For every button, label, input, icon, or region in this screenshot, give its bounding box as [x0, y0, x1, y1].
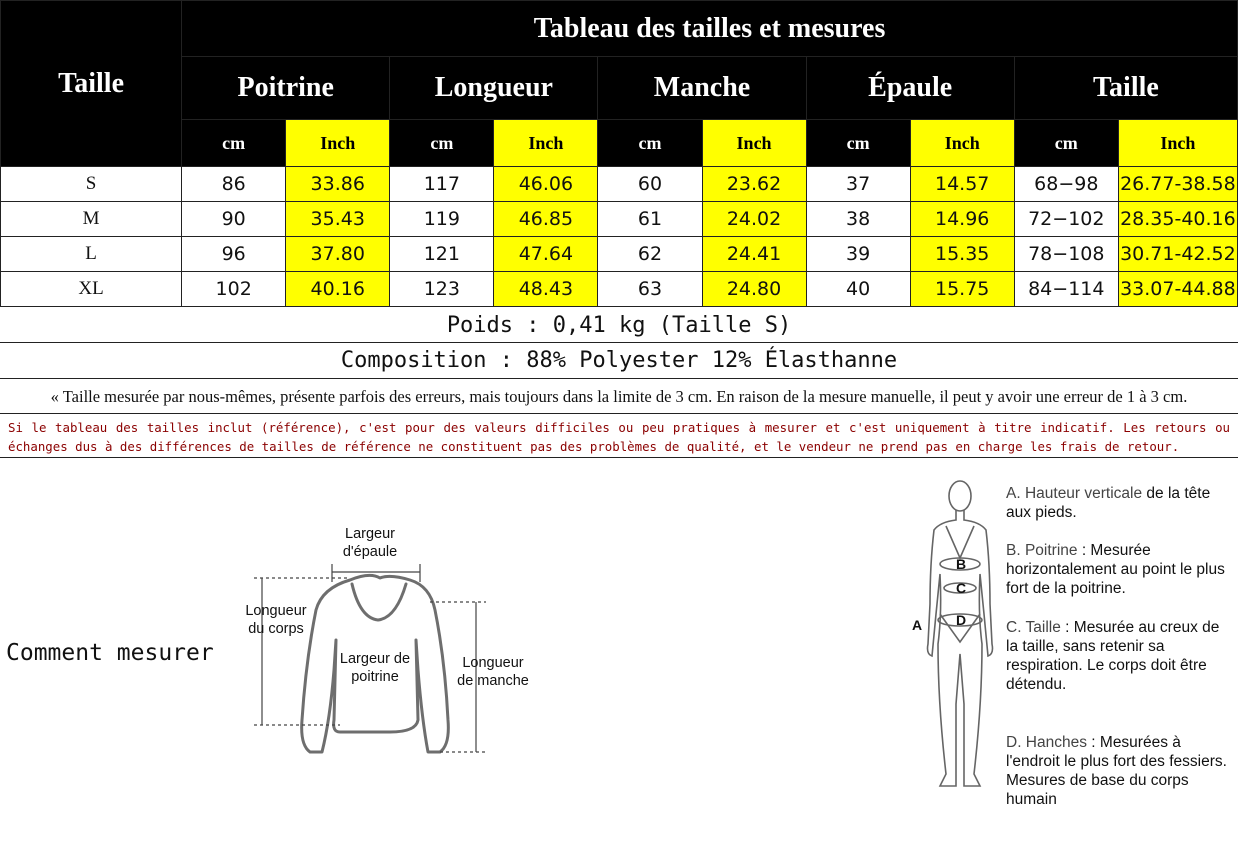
- return-disclaimer: Si le tableau des tailles inclut (référence), c'est pour des valeurs difficiles ou peu pratiques à mesurer et c'est uniquement à titre indicatif. Les retours ou échanges dus à des différences de tailles de référence ne constituent pas des problèmes de qualité, et le vendeur ne prend pas en charge les frais de retour.: [0, 414, 1238, 458]
- size-label: M: [1, 202, 182, 237]
- table-cell: 39: [806, 237, 910, 272]
- column-header-shoulder: Épaule: [806, 57, 1014, 120]
- table-cell: 35.43: [286, 202, 390, 237]
- table-cell: 60: [598, 167, 702, 202]
- legend-item: C. Taille : Mesurée au creux de la taille, sans retenir sa respiration. Le corps doit être détendu.: [1006, 619, 1220, 693]
- column-header-sleeve: Manche: [598, 57, 806, 120]
- table-cell: 24.02: [702, 202, 806, 237]
- table-cell: 117: [390, 167, 494, 202]
- chest-width-label: Largeur de poitrine: [339, 651, 411, 685]
- table-cell: 24.41: [702, 237, 806, 272]
- unit-cm: cm: [806, 120, 910, 167]
- table-cell: 48.43: [494, 272, 598, 307]
- table-cell: 24.80: [702, 272, 806, 307]
- table-cell: 14.96: [910, 202, 1014, 237]
- table-cell: 33.86: [286, 167, 390, 202]
- table-cell: 46.85: [494, 202, 598, 237]
- table-cell: 15.35: [910, 237, 1014, 272]
- table-cell: 90: [182, 202, 286, 237]
- size-label: XL: [1, 272, 182, 307]
- table-cell: 14.57: [910, 167, 1014, 202]
- sleeve-length-label: Longueur de manche: [457, 655, 529, 689]
- shoulder-width-label: Largeur d'épaule: [342, 526, 398, 560]
- table-cell: 62: [598, 237, 702, 272]
- composition-line: Composition : 88% Polyester 12% Élasthanne: [0, 343, 1238, 379]
- unit-cm: cm: [390, 120, 494, 167]
- body-figure: [918, 474, 1002, 794]
- unit-inch: Inch: [702, 120, 806, 167]
- letter-b: B: [956, 556, 967, 572]
- table-cell: 37: [806, 167, 910, 202]
- unit-inch: Inch: [494, 120, 598, 167]
- column-header-length: Longueur: [390, 57, 598, 120]
- table-cell: 63: [598, 272, 702, 307]
- table-cell: 15.75: [910, 272, 1014, 307]
- table-cell: 84−114: [1014, 272, 1118, 307]
- measurement-note: « Taille mesurée par nous-mêmes, présente parfois des erreurs, mais toujours dans la limite de 3 cm. En raison de la mesure manuelle, il peut y avoir une erreur de 1 à 3 cm.: [0, 379, 1238, 414]
- column-header-waist: Taille: [1014, 57, 1237, 120]
- table-cell: 61: [598, 202, 702, 237]
- unit-cm: cm: [182, 120, 286, 167]
- table-cell: 40: [806, 272, 910, 307]
- unit-cm: cm: [1014, 120, 1118, 167]
- table-cell: 47.64: [494, 237, 598, 272]
- table-cell: 119: [390, 202, 494, 237]
- table-cell: 38: [806, 202, 910, 237]
- size-header: Taille: [1, 1, 182, 167]
- table-row: [1, 202, 1238, 237]
- table-cell: 72−102: [1014, 202, 1118, 237]
- table-cell: 102: [182, 272, 286, 307]
- letter-a: A: [912, 617, 923, 633]
- table-row: [1, 167, 1238, 202]
- size-label: L: [1, 237, 182, 272]
- table-cell: 68−98: [1014, 167, 1118, 202]
- table-cell: 33.07-44.88: [1118, 272, 1237, 307]
- table-cell: 123: [390, 272, 494, 307]
- unit-inch: Inch: [1118, 120, 1237, 167]
- size-label: S: [1, 167, 182, 202]
- unit-inch: Inch: [910, 120, 1014, 167]
- table-title: Tableau des tailles et mesures: [182, 1, 1238, 57]
- table-cell: 78−108: [1014, 237, 1118, 272]
- legend-item: A. Hauteur verticale de la tête aux pieds.: [1006, 485, 1211, 521]
- table-cell: 86: [182, 167, 286, 202]
- table-cell: 37.80: [286, 237, 390, 272]
- legend-item: D. Hanches : Mesurées à l'endroit le plus fort des fessiers. Mesures de base du corps humain: [1006, 734, 1227, 808]
- table-cell: 40.16: [286, 272, 390, 307]
- letter-c: C: [956, 580, 967, 596]
- letter-d: D: [956, 612, 967, 628]
- table-row: [1, 272, 1238, 307]
- table-cell: 23.62: [702, 167, 806, 202]
- unit-inch: Inch: [286, 120, 390, 167]
- table-cell: 121: [390, 237, 494, 272]
- table-cell: 26.77-38.58: [1118, 167, 1237, 202]
- how-to-measure-title: Comment mesurer: [6, 640, 214, 666]
- legend-item: B. Poitrine : Mesurée horizontalement au point le plus fort de la poitrine.: [1006, 542, 1225, 597]
- table-cell: 96: [182, 237, 286, 272]
- table-cell: 28.35-40.16: [1118, 202, 1237, 237]
- unit-cm: cm: [598, 120, 702, 167]
- weight-line: Poids : 0,41 kg (Taille S): [0, 308, 1238, 343]
- body-length-label: Longueur du corps: [245, 603, 307, 637]
- size-table: [0, 0, 1238, 307]
- table-row: [1, 237, 1238, 272]
- table-cell: 46.06: [494, 167, 598, 202]
- column-header-chest: Poitrine: [182, 57, 390, 120]
- table-cell: 30.71-42.52: [1118, 237, 1237, 272]
